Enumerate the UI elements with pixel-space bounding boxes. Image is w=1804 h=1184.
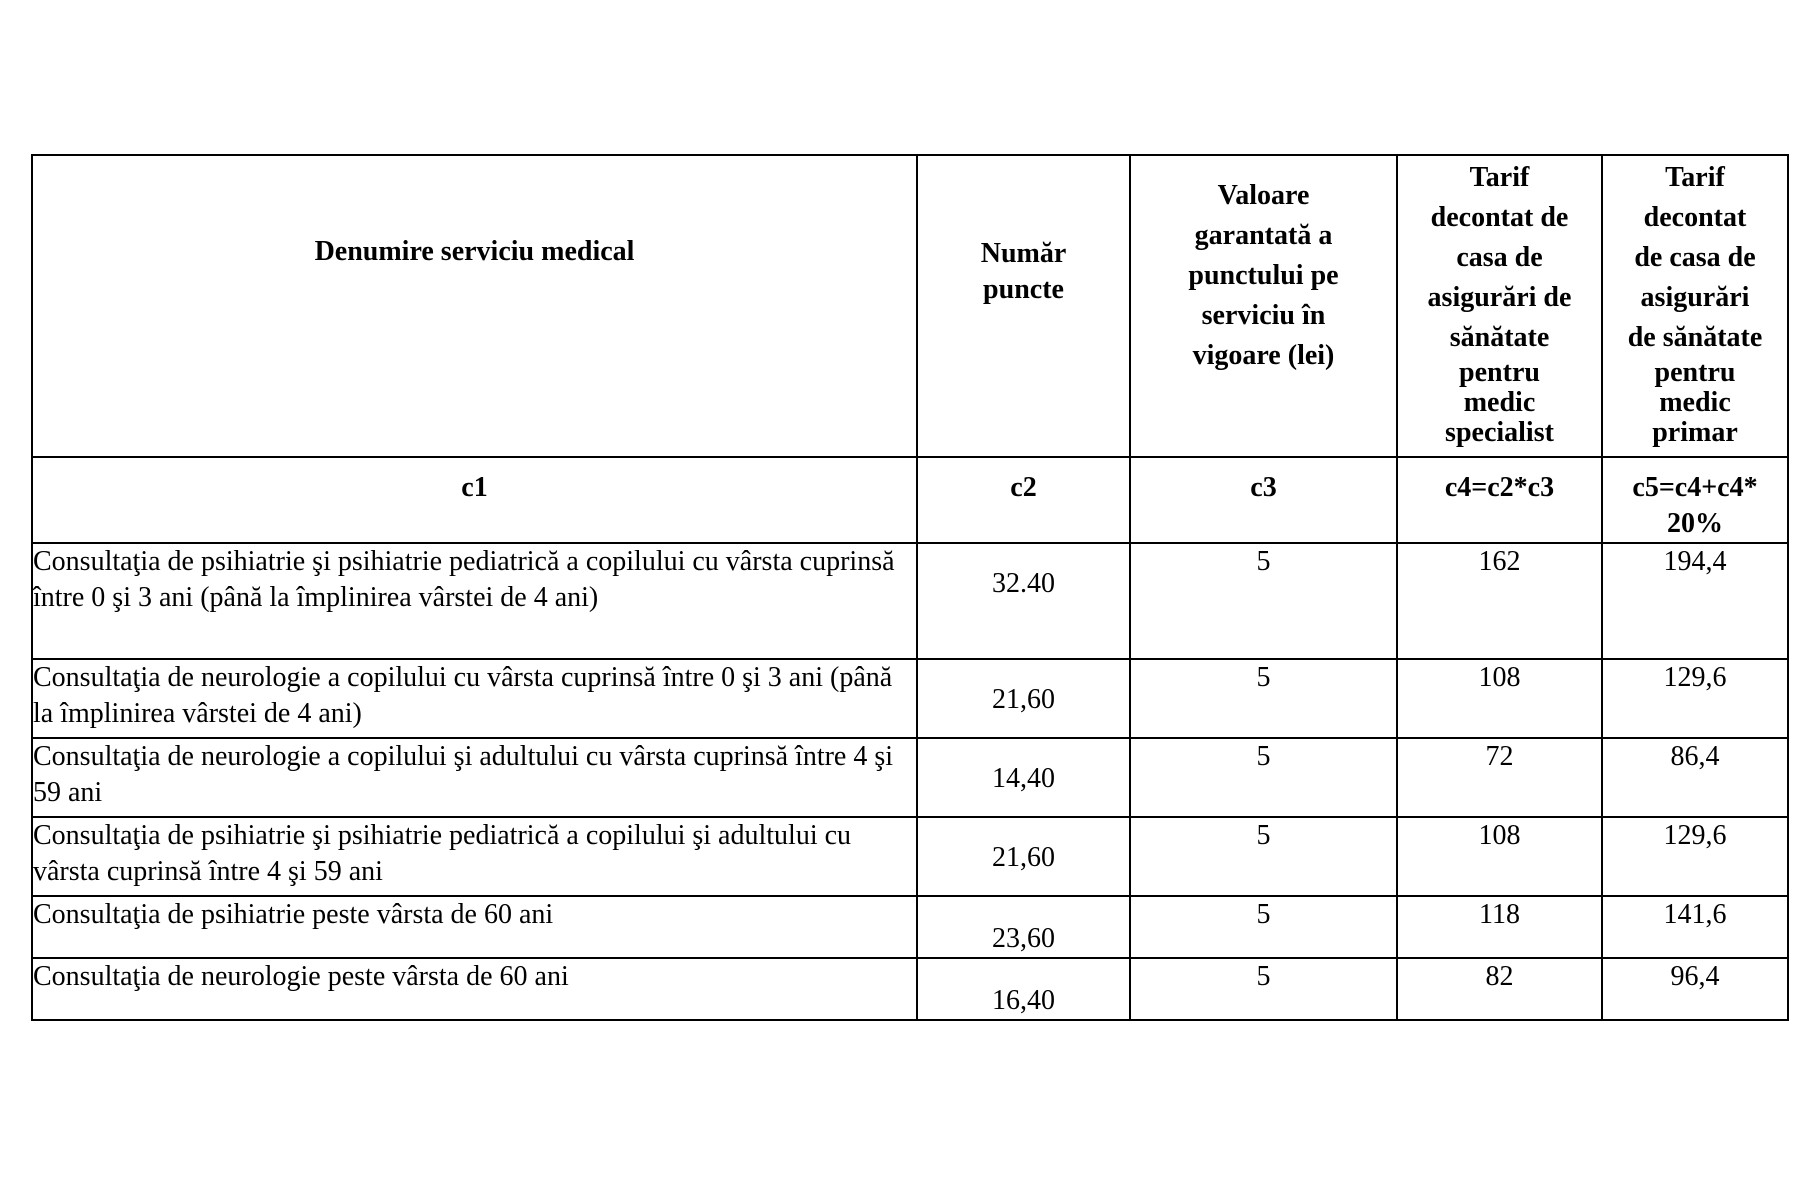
- table-row: [32, 958, 1788, 1020]
- header-service-name: Denumire serviciu medical: [32, 155, 917, 457]
- points-cell: 21,60: [917, 659, 1130, 738]
- service-name-cell: Consultaţia de neurologie peste vârsta de 60 ani: [32, 958, 917, 1020]
- tariff-table: [31, 154, 1789, 1021]
- service-name-cell: Consultaţia de psihiatrie peste vârsta de 60 ani: [32, 896, 917, 958]
- tariff-primar-cell: 96,4: [1602, 958, 1788, 1020]
- points-cell: 32.40: [917, 543, 1130, 659]
- point-value-cell: 5: [1130, 659, 1397, 738]
- service-name-cell: Consultaţia de psihiatrie şi psihiatrie pediatrică a copilului şi adultului cu vârsta cuprinsă între 4 şi 59 ani: [32, 817, 917, 896]
- point-value-cell: 5: [1130, 817, 1397, 896]
- tariff-specialist-cell: 108: [1397, 817, 1602, 896]
- code-c2: c2: [917, 457, 1130, 543]
- service-name-cell: Consultaţia de neurologie a copilului şi adultului cu vârsta cuprinsă între 4 şi 59 ani: [32, 738, 917, 817]
- header-points: Număr puncte: [917, 155, 1130, 457]
- point-value-cell: 5: [1130, 958, 1397, 1020]
- header-row: [32, 155, 1788, 457]
- points-cell: 21,60: [917, 817, 1130, 896]
- points-cell: 16,40: [917, 958, 1130, 1020]
- tariff-primar-cell: 86,4: [1602, 738, 1788, 817]
- tariff-primar-cell: 194,4: [1602, 543, 1788, 659]
- table-row: [32, 817, 1788, 896]
- tariff-primar-cell: 141,6: [1602, 896, 1788, 958]
- code-c3: c3: [1130, 457, 1397, 543]
- tariff-primar-cell: 129,6: [1602, 659, 1788, 738]
- service-name-cell: Consultaţia de psihiatrie şi psihiatrie pediatrică a copilului cu vârsta cuprinsă între 0 şi 3 ani (până la împlinirea vârstei de 4 ani): [32, 543, 917, 659]
- points-cell: 23,60: [917, 896, 1130, 958]
- table-row: [32, 896, 1788, 958]
- table-row: [32, 543, 1788, 659]
- header-point-value: Valoare garantată a punctului pe serviciu în vigoare (lei): [1130, 155, 1397, 457]
- point-value-cell: 5: [1130, 543, 1397, 659]
- point-value-cell: 5: [1130, 738, 1397, 817]
- header-tariff-specialist: Tarif decontat de casa de asigurări de sănătate pentru medic specialist: [1397, 155, 1602, 457]
- point-value-cell: 5: [1130, 896, 1397, 958]
- tariff-specialist-cell: 108: [1397, 659, 1602, 738]
- tariff-specialist-cell: 118: [1397, 896, 1602, 958]
- tariff-specialist-cell: 72: [1397, 738, 1602, 817]
- tariff-primar-cell: 129,6: [1602, 817, 1788, 896]
- code-c1: c1: [32, 457, 917, 543]
- column-code-row: [32, 457, 1788, 543]
- tariff-specialist-cell: 82: [1397, 958, 1602, 1020]
- code-c5: c5=c4+c4* 20%: [1602, 457, 1788, 543]
- tariff-specialist-cell: 162: [1397, 543, 1602, 659]
- service-name-cell: Consultaţia de neurologie a copilului cu vârsta cuprinsă între 0 şi 3 ani (până la împlinirea vârstei de 4 ani): [32, 659, 917, 738]
- table-row: [32, 659, 1788, 738]
- points-cell: 14,40: [917, 738, 1130, 817]
- header-tariff-primar: Tarif decontat de casa de asigurări de sănătate pentru medic primar: [1602, 155, 1788, 457]
- table-row: [32, 738, 1788, 817]
- code-c4: c4=c2*c3: [1397, 457, 1602, 543]
